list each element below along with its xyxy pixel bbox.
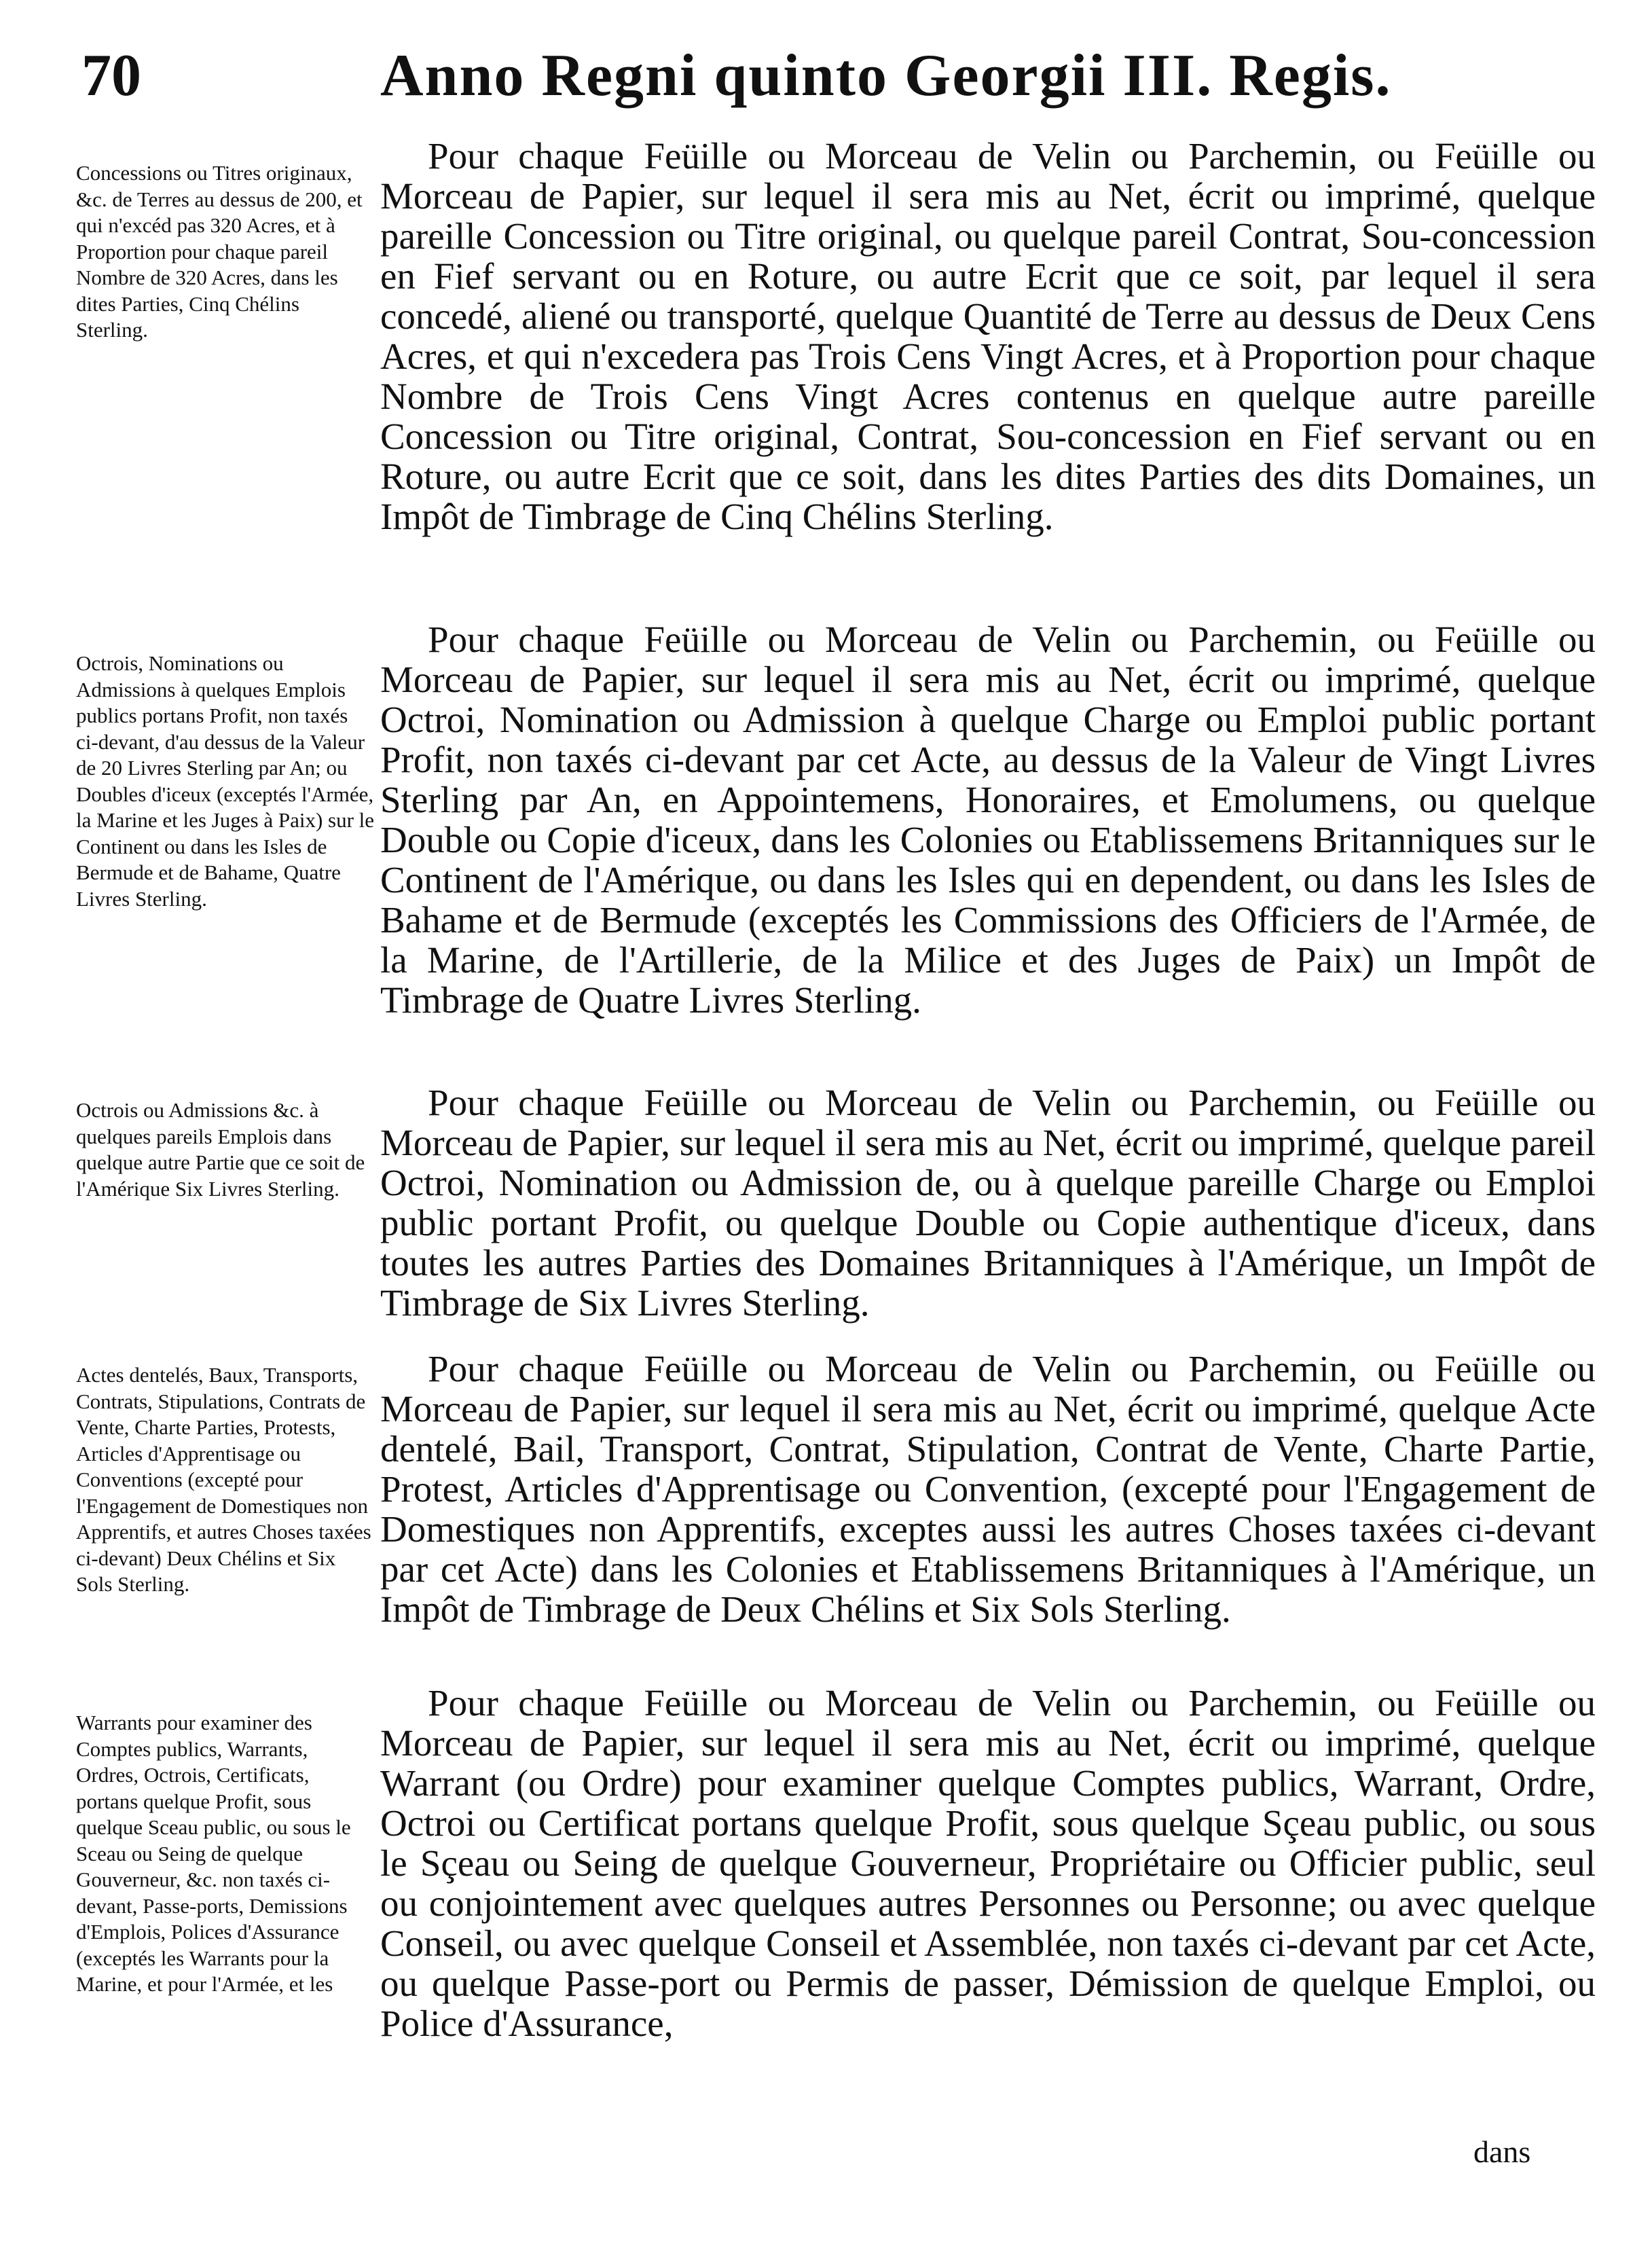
page-number: 70 — [81, 43, 141, 109]
running-head: Anno Regni quinto Georgii III. Regis. — [380, 43, 1392, 109]
paragraph-offices-continent: Pour chaque Feüille ou Morceau de Velin ou Parchemin, ou Feüille ou Morceau de Papier, sur lequel il sera mis au Net, écrit ou imprimé, quelque Octroi, Nomination ou Admission à quelque Charge ou Emploi public portant Profit, non taxés ci-devant par cet Acte, au dessus de la Valeur de Vingt Livres Sterling par An, en Appointemens, Honoraires, et Emolumens, ou quelque Double ou Copie d'iceux, dans les Colonies ou Etablissemens Britanniques sur le Continent de l'Amérique, ou dans les Isles qui en dependent, ou dans les Isles de Bahame et de Bermude (exceptés les Commissions des Officiers de l'Armée, de la Marine, de l'Artillerie, de la Milice et des Juges de Paix) un Impôt de Timbrage de Quatre Livres Sterling. — [380, 619, 1596, 1021]
marginal-note-warrants: Warrants pour examiner des Comptes publics, Warrants, Ordres, Octrois, Certificats, portans quelque Profit, sous quelque Sceau public, ou sous le Sceau ou Seing de quelque Gouverneur, &c. non taxés ci-devant, Passe-ports, Demissions d'Emplois, Polices d'Assurance (exceptés les Warrants pour la Marine, et pour l'Armée, et les — [76, 1711, 351, 1996]
paragraph-warrants: Pour chaque Feüille ou Morceau de Velin ou Parchemin, ou Feüille ou Morceau de Papier, sur lequel il sera mis au Net, écrit ou imprimé, quelque Warrant (ou Ordre) pour examiner quelque Comptes publics, Warrant, Ordre, Octroi ou Certificat portans quelque Profit, sous quelque Sçeau public, ou sous le Sçeau ou Seing de quelque Gouverneur, Propriétaire ou Officier public, seul ou conjointement avec quelques autres Personnes ou Personne; ou avec quelque Conseil, ou avec quelque Conseil et Assemblée, non taxés ci-devant par cet Acte, ou quelque Passe-port ou Permis de passer, Démission de quelque Emploi, ou Police d'Assurance, — [380, 1682, 1596, 2044]
paragraph-land-grants: Pour chaque Feüille ou Morceau de Velin ou Parchemin, ou Feüille ou Morceau de Papier, sur lequel il sera mis au Net, écrit ou imprimé, quelque pareille Concession ou Titre original, ou quelque pareil Contrat, Sou-concession en Fief servant ou en Roture, ou autre Ecrit que ce soit, par lequel il sera concedé, aliené ou transporté, quelque Quantité de Terre au dessus de Deux Cens Acres, et qui n'excedera pas Trois Cens Vingt Acres, et à Proportion pour chaque Nombre de Trois Cens Vingt Acres contenus en quelque autre pareille Concession ou Titre original, Contrat, Sou-concession en Fief servant ou en Roture, ou autre Ecrit que ce soit, dans les dites Parties des dits Domaines, un Impôt de Timbrage de Cinq Chélins Sterling. — [380, 135, 1596, 537]
paragraph-offices-other-parts: Pour chaque Feüille ou Morceau de Velin ou Parchemin, ou Feüille ou Morceau de Papier, sur lequel il sera mis au Net, écrit ou imprimé, quelque pareil Octroi, Nomination ou Admission de, ou à quelque pareille Charge ou Emploi public portant Profit, ou quelque Double ou Copie authentique d'iceux, dans toutes les autres Parties des Domaines Britanniques à l'Amérique, un Impôt de Timbrage de Six Livres Sterling. — [380, 1082, 1596, 1324]
marginal-note-offices-continent: Octrois, Nominations ou Admissions à quelques Emplois publics portans Profit, non taxés ci-devant, d'au dessus de la Valeur de 20 Livres Sterling par An; ou Doubles d'iceux (exceptés l'Armée, la Marine et les Juges à Paix) sur le Continent ou dans les Isles de Bermude et de Bahame, Quatre Livres Sterling. — [76, 651, 375, 911]
marginal-note-offices-other-parts: Octrois ou Admissions &c. à quelques pareils Emplois dans quelque autre Partie que ce soit de l'Amérique Six Livres Sterling. — [76, 1098, 365, 1201]
marginal-note-land-grants: Concessions ou Titres originaux, &c. de Terres au dessus de 200, et qui n'excéd pas 320 Acres, et à Proportion pour chaque pareil Nombre de 320 Acres, dans les dites Parties, Cinq Chélins Sterling. — [76, 161, 363, 342]
marginal-note-indentures: Actes dentelés, Baux, Transports, Contrats, Stipulations, Contrats de Vente, Charte Parties, Protests, Articles d'Apprentisage ou Conventions (excepté pour l'Engagement de Domestiques non Apprentifs, et autres Choses taxées ci-devant) Deux Chélins et Six Sols Sterling. — [76, 1363, 371, 1596]
paragraph-indentures: Pour chaque Feüille ou Morceau de Velin ou Parchemin, ou Feüille ou Morceau de Papier, sur lequel il sera mis au Net, écrit ou imprimé, quelque Acte dentelé, Bail, Transport, Contrat, Stipulation, Contrat de Vente, Charte Partie, Protest, Articles d'Apprentisage ou Convention, (excepté pour l'Engagement de Domestiques non Apprentifs, exceptes aussi les autres Choses taxées ci-devant par cet Acte) dans les Colonies et Etablissemens Britanniques à l'Amérique, un Impôt de Timbrage de Deux Chélins et Six Sols Sterling. — [380, 1348, 1596, 1630]
catchword: dans — [1473, 2134, 1531, 2169]
